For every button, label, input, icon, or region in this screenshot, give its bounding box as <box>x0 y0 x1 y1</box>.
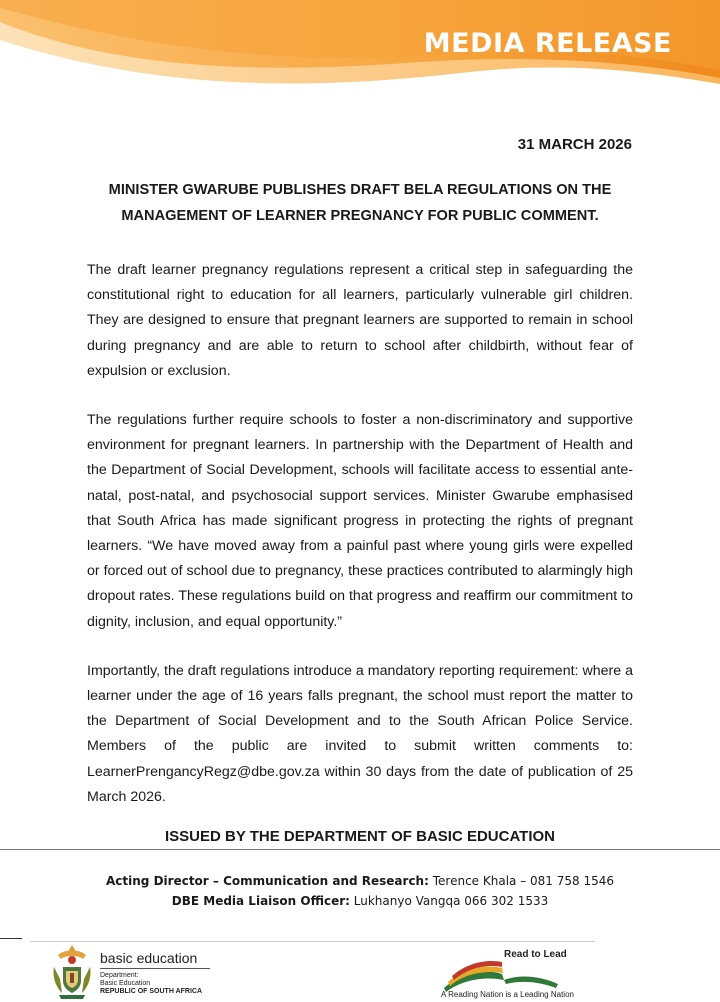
divider <box>30 941 595 942</box>
department-logo <box>100 949 220 996</box>
headline <box>86 177 634 229</box>
contact-line <box>0 871 720 891</box>
paragraph-2: The regulations further require schools to foster a non-discriminatory and supportive environment for pregnant learners. In partnership with the Department of Health and the Department of Social Development, schools will facilitate access to essential ante-natal, post-natal, and psychosocial support services. Minister Gwarube emphasised that South Africa has made significant progress in protecting the rights of pregnant learners. “We have moved away from a painful past where young girls were expelled or forced out of school due to pregnancy, these practices contributed to alarmingly high dropout rates. These regulations build on that progress and reaffirm our commitment to dignity, inclusion, and equal opportunity.” <box>87 412 633 630</box>
contact-line <box>0 891 720 911</box>
campaign-logo-tagline: A Reading Nation is a Leading Nation <box>441 990 574 999</box>
issued-by: ISSUED BY THE DEPARTMENT OF BASIC EDUCATION <box>164 828 556 845</box>
department-logo-line: Basic Education <box>100 980 151 987</box>
coat-of-arms-icon <box>50 943 94 1000</box>
contact-role: DBE Media Liaison Officer: <box>171 894 350 908</box>
headline-line-1: MINISTER GWARUBE PUBLISHES DRAFT BELA REGULATIONS ON THE <box>108 182 612 198</box>
divider <box>0 938 22 939</box>
paragraph-3: Importantly, the draft regulations introduce a mandatory reporting requirement: where a learner under the age of 16 years falls pregnant, the school must report the matter to the Department of Social Development and to the South African Police Service. Members of the public are invited to submit written comments to: LearnerPrengancyRegz@dbe.gov.za within 30 days from the date of publication of 25 March 2026. <box>87 662 633 805</box>
contacts <box>0 871 720 911</box>
contact-role: Acting Director – Communication and Research: <box>106 874 429 888</box>
department-logo-line: REPUBLIC OF SOUTH AFRICA <box>100 988 203 995</box>
department-logo-line: Department: <box>100 972 139 979</box>
department-logo-title: basic education <box>100 950 198 966</box>
release-date: 31 MARCH 2026 <box>517 136 632 153</box>
contact-details: Terence Khala – 081 758 1546 <box>432 874 614 888</box>
divider <box>100 968 210 969</box>
contact-details: Lukhanyo Vangqa 066 302 1533 <box>353 894 549 908</box>
paragraph-1: The draft learner pregnancy regulations represent a critical step in safeguarding the constitutional right to education for all learners, particularly vulnerable girl children. They are designed to ensure that pregnant learners are supported to remain in school during pregnancy and are able to return to school after childbirth, without fear of expulsion or exclusion. <box>87 262 633 379</box>
release-body <box>87 258 633 834</box>
campaign-logo-title: Read to Lead <box>504 949 567 960</box>
media-release-banner <box>0 0 720 100</box>
banner-title: MEDIA RELEASE <box>423 28 672 59</box>
divider <box>0 849 720 850</box>
headline-line-2: MANAGEMENT OF LEARNER PREGNANCY FOR PUBLIC COMMENT. <box>121 208 599 224</box>
